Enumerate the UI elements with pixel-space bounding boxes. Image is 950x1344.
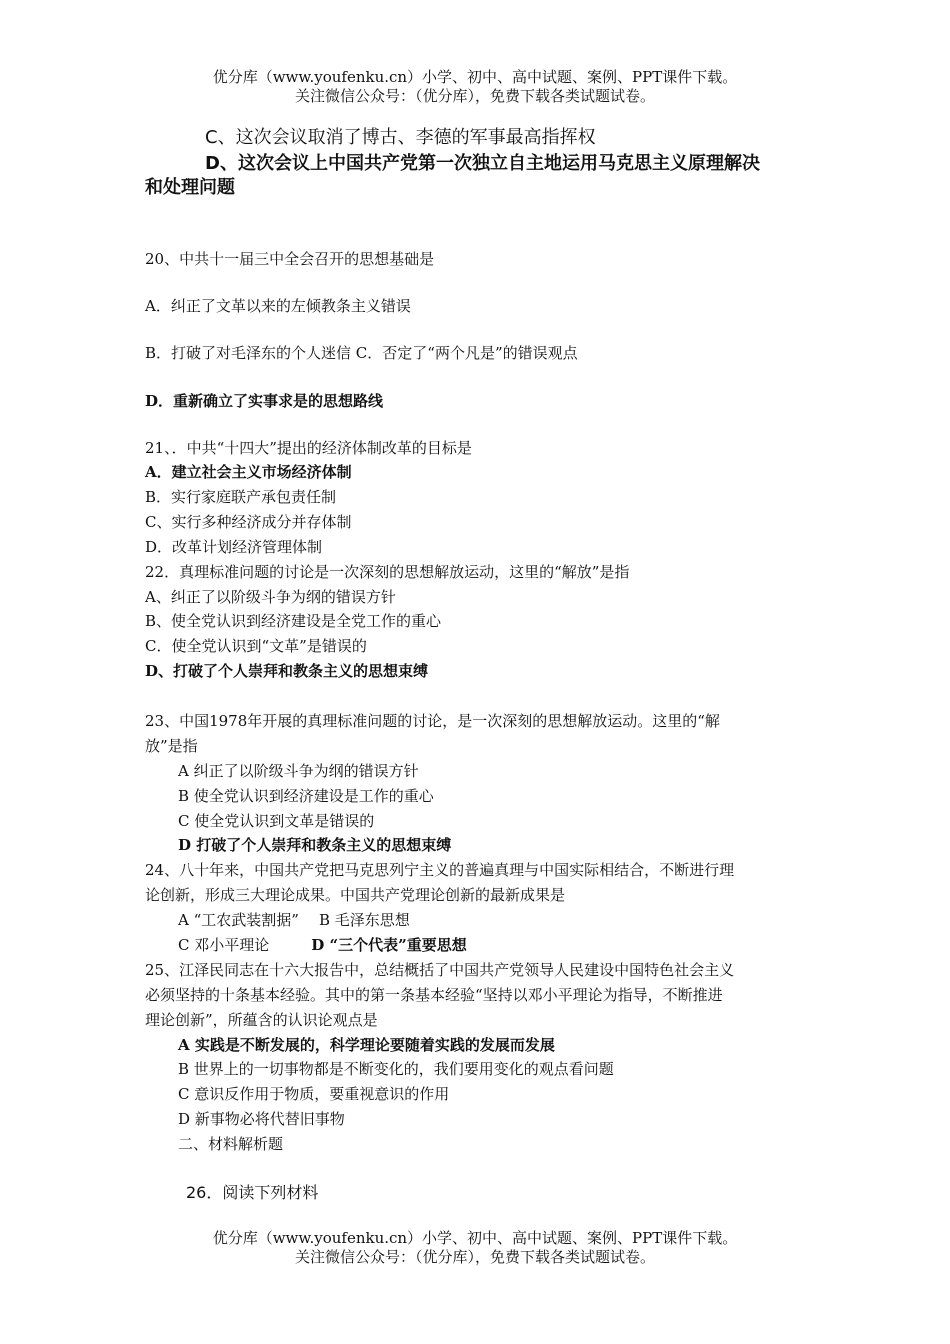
q24-options-ab — [178, 910, 410, 930]
q21-option-a: A．建立社会主义市场经济体制 — [145, 463, 352, 481]
q25-stem-line3: 理论创新”，所蕴含的认识论观点是 — [145, 1011, 378, 1029]
q19-option-d-line1: D、这次会议上中国共产党第一次独立自主地运用马克思主义原理解决 — [205, 153, 760, 174]
q25-option-c: C 意识反作用于物质，要重视意识的作用 — [178, 1085, 450, 1103]
footer-line-1: 优分库（www.youfenku.cn）小学、初中、高中试题、案例、PPT课件下载。 — [212, 1229, 738, 1247]
q24-option-a: A “工农武装割据” — [178, 911, 299, 929]
q21-stem: 21、．中共“十四大”提出的经济体制改革的目标是 — [145, 439, 472, 457]
q22-option-c: C．使全党认识到“文革”是错误的 — [145, 637, 367, 655]
q24-option-c: C 邓小平理论 — [178, 936, 270, 954]
q23-option-b: B 使全党认识到经济建设是工作的重心 — [178, 787, 434, 805]
q20-stem: 20、中共十一届三中全会召开的思想基础是 — [145, 250, 435, 268]
footer-line-2: 关注微信公众号：（优分库），免费下载各类试题试卷。 — [294, 1248, 655, 1266]
q24-stem-line1: 24、八十年来，中国共产党把马克思列宁主义的普遍真理与中国实际相结合，不断进行理 — [145, 861, 735, 879]
q20-option-a: A．纠正了文革以来的左倾教条主义错误 — [145, 297, 411, 315]
q25-option-b: B 世界上的一切事物都是不断变化的，我们要用变化的观点看问题 — [178, 1060, 614, 1078]
q23-stem-line1: 23、中国1978年开展的真理标准问题的讨论，是一次深刻的思想解放运动。这里的“解 — [145, 712, 720, 730]
q20-option-bc: B．打破了对毛泽东的个人迷信 C．否定了“两个凡是”的错误观点 — [145, 344, 578, 362]
q25-stem-line2: 必须坚持的十条基本经验。其中的第一条基本经验“坚持以邓小平理论为指导，不断推进 — [145, 986, 723, 1004]
q22-option-d: D、打破了个人崇拜和教条主义的思想束缚 — [145, 662, 429, 680]
q24-options-cd — [178, 935, 467, 955]
q22-option-b: B、使全党认识到经济建设是全党工作的重心 — [145, 612, 442, 630]
q24-option-d: D “三个代表”重要思想 — [311, 936, 467, 954]
q23-stem-line2: 放”是指 — [145, 737, 198, 755]
q25-stem-line1: 25、江泽民同志在十六大报告中，总结概括了中国共产党领导人民建设中国特色社会主义 — [145, 961, 735, 979]
q24-stem-line2: 论创新，形成三大理论成果。中国共产党理论创新的最新成果是 — [145, 886, 566, 904]
q20-option-d: D．重新确立了实事求是的思想路线 — [145, 392, 384, 410]
q23-option-a: A 纠正了以阶级斗争为纲的错误方针 — [178, 762, 419, 780]
page-header — [0, 68, 950, 106]
header-line-1: 优分库（www.youfenku.cn）小学、初中、高中试题、案例、PPT课件下载。 — [212, 68, 738, 86]
q25-option-d: D 新事物必将代替旧事物 — [178, 1110, 345, 1128]
q21-option-c: C、实行多种经济成分并存体制 — [145, 513, 352, 531]
q23-option-d: D 打破了个人崇拜和教条主义的思想束缚 — [178, 836, 452, 854]
q23-option-c: C 使全党认识到文革是错误的 — [178, 812, 375, 830]
q21-option-d: D．改革计划经济管理体制 — [145, 538, 323, 556]
q21-option-b: B．实行家庭联产承包责任制 — [145, 488, 337, 506]
q22-stem: 22．真理标准问题的讨论是一次深刻的思想解放运动，这里的“解放”是指 — [145, 563, 630, 581]
q24-option-b: B 毛泽东思想 — [318, 911, 410, 929]
q26-stem: 26．阅读下列材料 — [186, 1183, 319, 1202]
section-2-heading: 二、材料解析题 — [178, 1135, 284, 1153]
page-footer — [0, 1229, 950, 1267]
q19-option-d-line2: 和处理问题 — [145, 177, 235, 198]
q22-option-a: A、纠正了以阶级斗争为纲的错误方针 — [145, 588, 396, 606]
q19-option-c: C、这次会议取消了博古、李德的军事最高指挥权 — [205, 127, 596, 148]
header-line-2: 关注微信公众号：（优分库），免费下载各类试题试卷。 — [294, 87, 655, 105]
q25-option-a: A 实践是不断发展的，科学理论要随着实践的发展而发展 — [178, 1036, 555, 1054]
